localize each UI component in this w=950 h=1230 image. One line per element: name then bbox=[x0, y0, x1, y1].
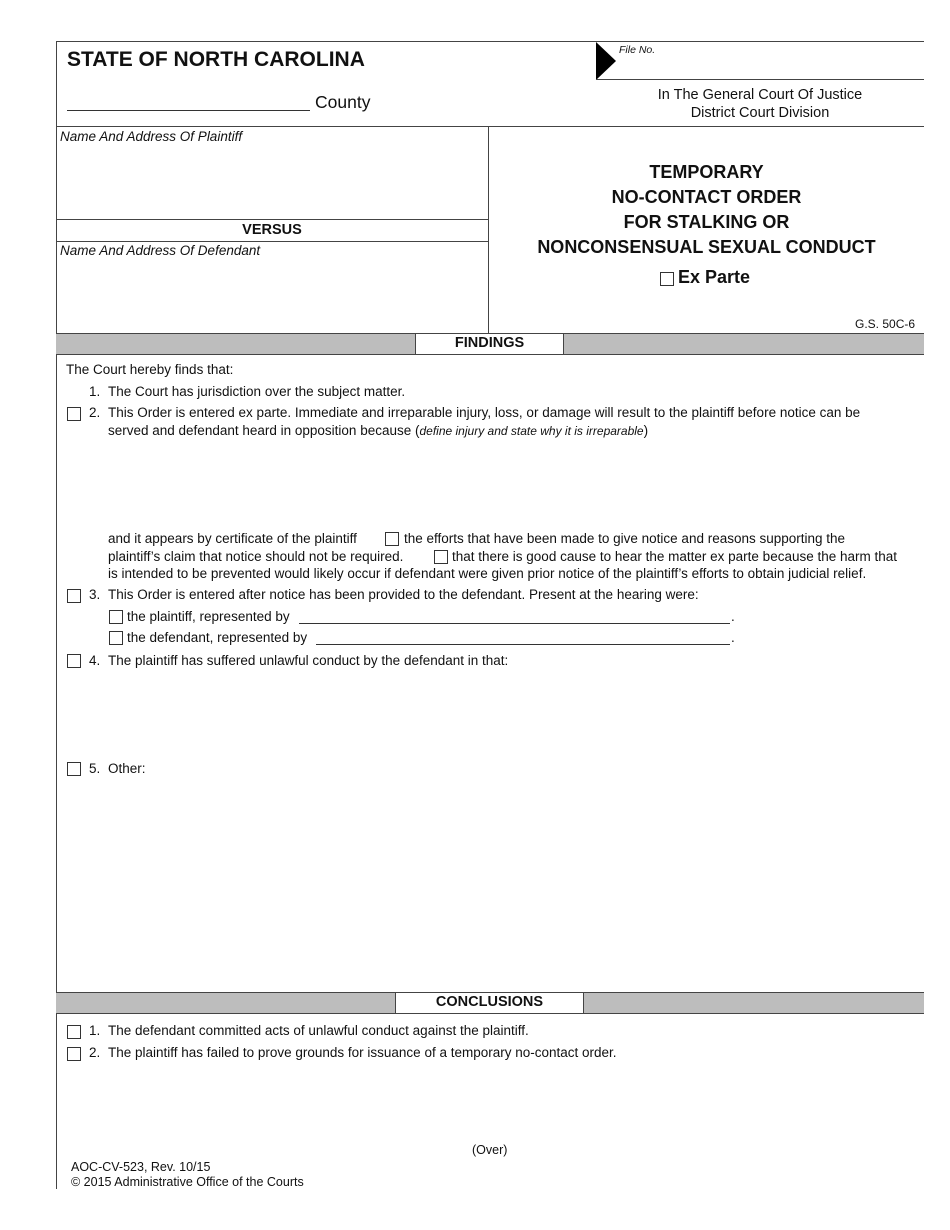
plaintiff-label: Name And Address Of Plaintiff bbox=[60, 129, 243, 144]
finding-2-number: 2. bbox=[89, 405, 101, 420]
conclusions-heading: CONCLUSIONS bbox=[395, 992, 584, 1014]
defendant-attorney-period: . bbox=[731, 630, 735, 645]
state-title: STATE OF NORTH CAROLINA bbox=[67, 48, 365, 71]
header-divider bbox=[56, 126, 924, 127]
finding-2-line-2 bbox=[108, 423, 648, 438]
conclusion-2-text: The plaintiff has failed to prove grounds for issuance of a temporary no-contact order. bbox=[108, 1045, 617, 1060]
finding-4-details-field[interactable] bbox=[108, 672, 918, 756]
finding-2-line-1: This Order is entered ex parte. Immediate and irreparable injury, loss, or damage will result to the plaintiff before notice can be bbox=[108, 405, 861, 420]
file-no-field[interactable] bbox=[616, 42, 924, 78]
finding-4-number: 4. bbox=[89, 653, 101, 668]
finding-3-checkbox[interactable] bbox=[67, 589, 81, 603]
certificate-line-1a: and it appears by certificate of the plaintiff bbox=[108, 531, 357, 546]
finding-5-details-field[interactable] bbox=[108, 780, 918, 985]
finding-3-text: This Order is entered after notice has been provided to the defendant. Present at the hearing were: bbox=[108, 587, 699, 602]
certificate-line-2b: that there is good cause to hear the matter ex parte because the harm that bbox=[452, 549, 898, 564]
finding-2-line-2-b: ) bbox=[643, 423, 649, 438]
conclusion-1-number: 1. bbox=[89, 1023, 101, 1038]
finding-5-number: 5. bbox=[89, 761, 101, 776]
finding-1-number: 1. bbox=[89, 384, 101, 399]
over-label: (Over) bbox=[472, 1143, 508, 1157]
title-line-1: TEMPORARY bbox=[649, 162, 764, 182]
versus-top-line bbox=[56, 219, 488, 220]
plaintiff-attorney-period: . bbox=[731, 609, 735, 624]
plaintiff-field[interactable] bbox=[57, 142, 488, 218]
certificate-line-1b: the efforts that have been made to give notice and reasons supporting the bbox=[404, 531, 846, 546]
defendant-present-checkbox[interactable] bbox=[109, 631, 123, 645]
defendant-attorney-field[interactable] bbox=[316, 644, 730, 645]
file-no-arrow-icon bbox=[596, 42, 616, 80]
statute-label: G.S. 50C-6 bbox=[855, 317, 916, 331]
findings-intro: The Court hereby finds that: bbox=[66, 362, 234, 377]
conclusion-1-text: The defendant committed acts of unlawful conduct against the plaintiff. bbox=[108, 1023, 529, 1038]
county-label: County bbox=[315, 92, 371, 112]
finding-2-checkbox[interactable] bbox=[67, 407, 81, 421]
title-line-3: FOR STALKING OR bbox=[623, 212, 790, 232]
copyright: © 2015 Administrative Office of the Courts bbox=[71, 1175, 304, 1189]
certificate-good-cause-checkbox[interactable] bbox=[434, 550, 448, 564]
finding-5-checkbox[interactable] bbox=[67, 762, 81, 776]
certificate-line-2a: plaintiff’s claim that notice should not be required. bbox=[108, 549, 404, 564]
form-revision: AOC-CV-523, Rev. 10/15 bbox=[71, 1160, 211, 1174]
defendant-present-label: the defendant, represented by bbox=[127, 630, 308, 645]
defendant-field[interactable] bbox=[57, 256, 488, 332]
defendant-label: Name And Address Of Defendant bbox=[60, 243, 261, 258]
finding-2-explanation-field[interactable] bbox=[108, 442, 918, 526]
finding-4-text: The plaintiff has suffered unlawful conduct by the defendant in that: bbox=[108, 653, 509, 668]
court-line-1: In The General Court Of Justice bbox=[657, 87, 863, 103]
finding-5-text: Other: bbox=[108, 761, 146, 776]
title-line-4: NONCONSENSUAL SEXUAL CONDUCT bbox=[537, 237, 876, 257]
finding-2-italic: define injury and state why it is irreparable bbox=[419, 424, 644, 438]
finding-2-line-2-a: served and defendant heard in opposition because ( bbox=[108, 423, 420, 438]
file-no-divider bbox=[596, 79, 924, 80]
county-field[interactable] bbox=[67, 110, 310, 111]
finding-4-checkbox[interactable] bbox=[67, 654, 81, 668]
versus-label: VERSUS bbox=[242, 222, 302, 238]
conclusion-1-checkbox[interactable] bbox=[67, 1025, 81, 1039]
certificate-line-3: is intended to be prevented would likely occur if defendant were given prior notice of the plaintiff’s efforts to obtain judicial relief. bbox=[108, 566, 867, 581]
file-no-label: File No. bbox=[619, 44, 656, 56]
form-number bbox=[71, 1160, 304, 1190]
plaintiff-present-checkbox[interactable] bbox=[109, 610, 123, 624]
ex-parte-checkbox[interactable] bbox=[660, 272, 674, 286]
ex-parte-label: Ex Parte bbox=[678, 267, 751, 287]
finding-3-number: 3. bbox=[89, 587, 101, 602]
finding-1-text: The Court has jurisdiction over the subject matter. bbox=[108, 384, 406, 399]
title-line-2: NO-CONTACT ORDER bbox=[611, 187, 802, 207]
conclusion-2-number: 2. bbox=[89, 1045, 101, 1060]
certificate-efforts-checkbox[interactable] bbox=[385, 532, 399, 546]
conclusion-2-checkbox[interactable] bbox=[67, 1047, 81, 1061]
versus-bottom-line bbox=[56, 241, 488, 242]
plaintiff-attorney-field[interactable] bbox=[299, 623, 730, 624]
court-name bbox=[596, 86, 924, 122]
court-line-2: District Court Division bbox=[690, 105, 830, 121]
plaintiff-present-label: the plaintiff, represented by bbox=[127, 609, 290, 624]
findings-heading: FINDINGS bbox=[415, 333, 564, 355]
form-title bbox=[489, 160, 924, 260]
